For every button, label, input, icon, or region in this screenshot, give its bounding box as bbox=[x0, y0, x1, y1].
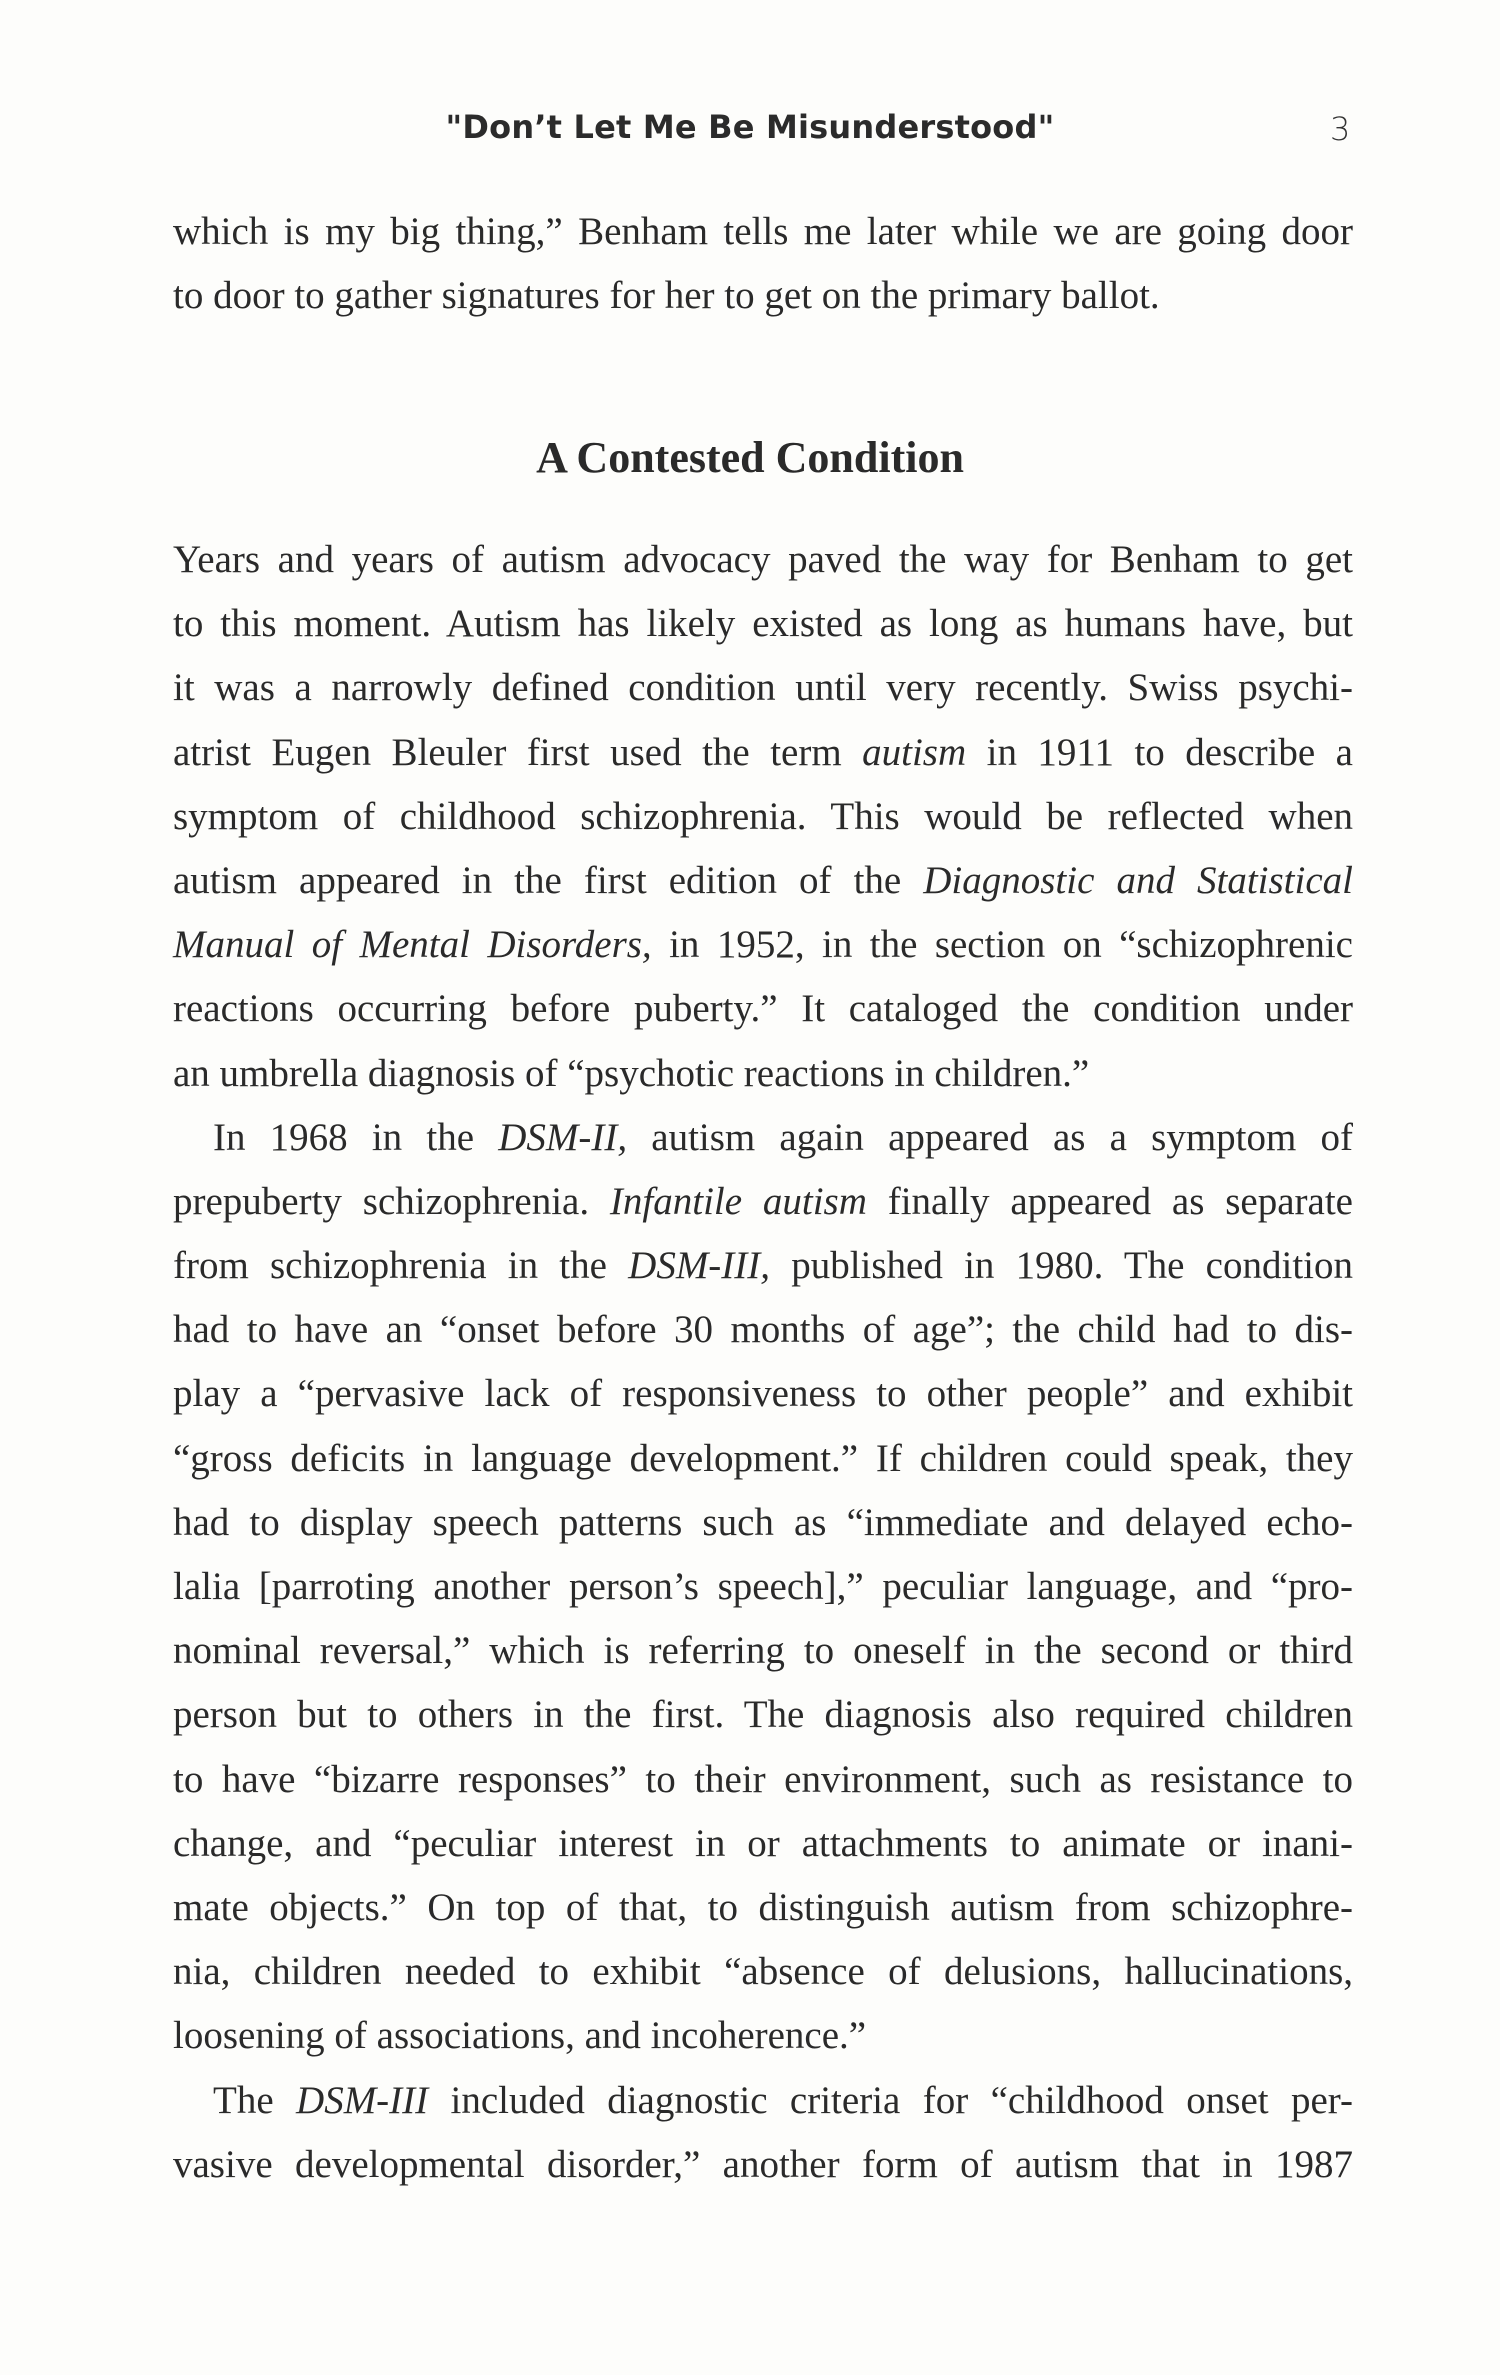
text-line: play a “pervasive lack of responsiveness to other people” and exhibit bbox=[173, 1372, 1353, 1416]
text-line: to door to gather signatures for her to get on the primary ballot. bbox=[173, 274, 1160, 318]
text-line: which is my big thing,” Benham tells me later while we are going door bbox=[173, 210, 1353, 253]
paragraph bbox=[173, 1106, 1353, 2069]
text-line: to this moment. Autism has likely existed as long as humans have, but bbox=[173, 602, 1353, 646]
text-line: had to have an “onset before 30 months of age”; the child had to dis- bbox=[173, 1308, 1353, 1352]
italic-term: autism bbox=[862, 730, 967, 774]
section-heading: A Contested Condition bbox=[536, 433, 964, 482]
italic-term: Diagnostic and Statistical bbox=[923, 858, 1353, 902]
page-number: 3 bbox=[1330, 110, 1351, 148]
text-line: symptom of childhood schizophrenia. This would be reflected when bbox=[173, 794, 1353, 838]
italic-term: Infantile autism bbox=[609, 1179, 867, 1223]
text-line: had to display speech patterns such as “immediate and delayed echo- bbox=[173, 1500, 1353, 1544]
text-line: Manual of Mental Disorders, in 1952, in the section on “schizophrenic bbox=[173, 923, 1353, 967]
text-line: Years and years of autism advocacy paved the way for Benham to get bbox=[173, 538, 1353, 581]
text-line: loosening of associations, and incoherence.” bbox=[173, 2014, 867, 2058]
text-line: reactions occurring before puberty.” It cataloged the condition under bbox=[173, 987, 1353, 1031]
body-text bbox=[173, 528, 1353, 2197]
text-line: “gross deficits in language development.” If children could speak, they bbox=[173, 1436, 1353, 1480]
text-line: person but to others in the first. The diagnosis also required children bbox=[173, 1693, 1353, 1737]
italic-term: DSM-III bbox=[296, 2078, 429, 2122]
text-line: it was a narrowly defined condition until very recently. Swiss psychi- bbox=[173, 666, 1353, 710]
intro-paragraph bbox=[173, 200, 1353, 328]
text-line: The DSM-III included diagnostic criteria for “childhood onset per- bbox=[213, 2078, 1353, 2122]
paragraph bbox=[173, 528, 1353, 1106]
text-line: from schizophrenia in the DSM-III, published in 1980. The condition bbox=[173, 1244, 1353, 1288]
italic-term: Manual of Mental Disorders, bbox=[173, 923, 652, 967]
text-line: lalia [parroting another person’s speech],” peculiar language, and “pro- bbox=[173, 1565, 1353, 1608]
text-line: to have “bizarre responses” to their environment, such as resistance to bbox=[173, 1757, 1353, 1801]
running-head: "Don’t Let Me Be Misunderstood" bbox=[445, 108, 1055, 146]
italic-term: DSM-III, bbox=[628, 1244, 771, 1288]
text-line: nia, children needed to exhibit “absence of delusions, hallucinations, bbox=[173, 1950, 1353, 1994]
text-line: mate objects.” On top of that, to distinguish autism from schizophre- bbox=[173, 1885, 1353, 1929]
text-line: autism appeared in the first edition of the Diagnostic and Statistical bbox=[173, 858, 1353, 902]
text-line: an umbrella diagnosis of “psychotic reactions in children.” bbox=[173, 1051, 1090, 1095]
text-line: vasive developmental disorder,” another form of autism that in 1987 bbox=[173, 2142, 1353, 2186]
paragraph bbox=[173, 2069, 1353, 2197]
text-line: change, and “peculiar interest in or attachments to animate or inani- bbox=[173, 1821, 1353, 1865]
text-line: nominal reversal,” which is referring to oneself in the second or third bbox=[173, 1629, 1353, 1673]
italic-term: DSM-II, bbox=[498, 1115, 628, 1159]
text-line: atrist Eugen Bleuler first used the term autism in 1911 to describe a bbox=[173, 730, 1353, 774]
text-line: prepuberty schizophrenia. Infantile autism finally appeared as separate bbox=[173, 1179, 1353, 1223]
text-line: In 1968 in the DSM-II, autism again appeared as a symptom of bbox=[213, 1115, 1353, 1159]
